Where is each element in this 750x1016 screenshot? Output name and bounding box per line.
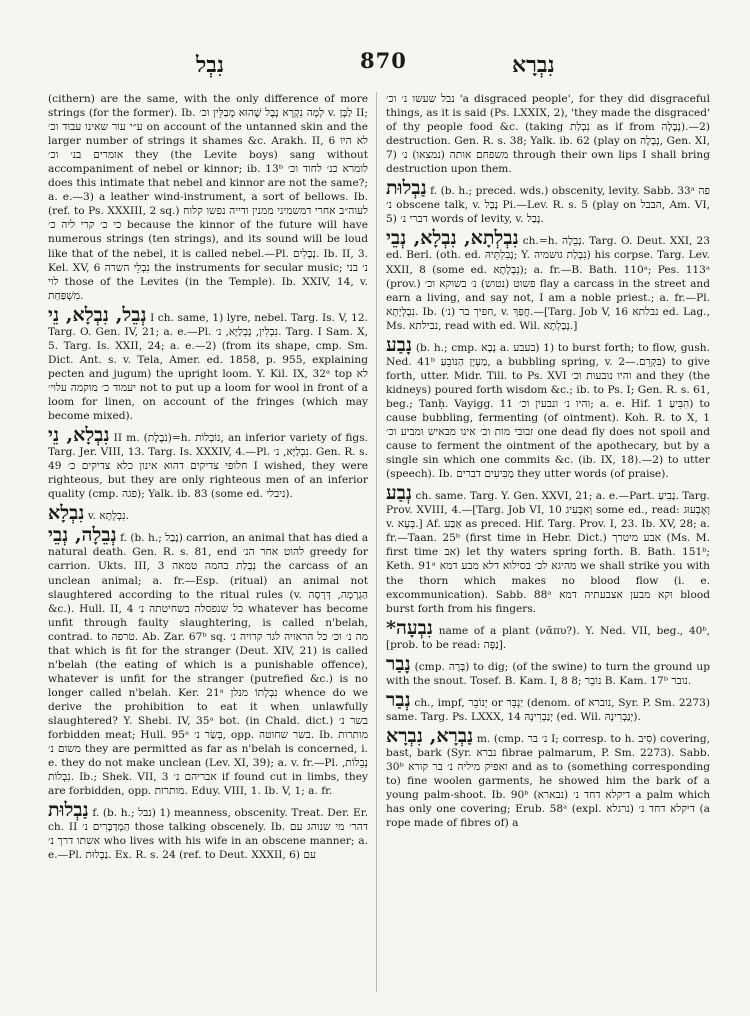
entry-text: f. (b. h.; נבל) 1) meanness, obscenity. Treat. Der. Er. ch. II הַמְדַבְּרִים נ׳ those talking obscenely. Ib. דהר׳ מי שנוהג עם אשתו דרך נ׳ who lives with his wife in an obscene manner; a. e.—Pl. נַבְלוּת. Ex. R. s. 24 (ref. to Deut. XXXII, 6) עם [48, 807, 368, 862]
entry-text: ch., impf, יְנוֹבֵר or יַנְבֵּר (denom. of נוברא, Syr. P. Sm. 2273) same. Targ. Ps. LXXX, 14 יְנַבְרִינָהּ (ed. Wil. יְנַבְרִינָהּ). [386, 696, 710, 723]
entry-text: (cithern) are the same, with the only difference of more strings (for the former). Ib. לְמָה נִקְרָא נֶבֶל שֶׁהוּא מְבַלֵּין וכ׳ v. לַבָּן II; ע״י עור שאינו עבוד וכ׳ on account of the untanned skin and the larger number of strings it shames &c. Arakh. II, 6 לא היו אומרים בנ׳ וכ׳ they (the Levite boys) sang without accompaniment of nebel or kinnor; ib. 13ᵇ לומרא כנ׳ לחוד וכ׳ does this intimate that nebel and kinnor are not the same?; a. e.—3) a leather wind-instrument, a sort of bellows. Ib. (ref. to Ps. XXXIII, 2 sq.) לעוה״ב אחרי דמשמיני ממנין ודייה נפשו קלוח כי כ׳ קרי ליה כ׳ because the kinnor of the future will have numerous strings (ten strings), and its sound will be loud like that of the nebel, it is called nebel.—Pl. נְבָלִים. Ib. II, 3. Kel. XV, 6 נִבְלֵי השרה the instruments for secular music; נ׳ בני לוי those of the Levites (in the Temple). Ib. XXIV, 14, v. מִשְׁפַּחַת. [48, 93, 368, 302]
dictionary-entry [48, 525, 368, 798]
entry-text: m. (cmp. נ׳ בר I; corresp. to h. סִיב) covering, bast, bark (Syr. נברא fibrae palmarum, P. Sm. 2273). Sabb. 30ᵇ ואפיק מיליה נ׳ בר קורא and as to (something corresponding to) fine woolen garments, he showed him the bark of a young palm-shoot. Ib. 90ᵇ דיקלא דחד נ׳ (נבארא) a palm which has only one covering; Erub. 58ᵃ (expl. נרגלא) דיקלא דחד נ׳ (a rope made of fibres of) a [386, 732, 710, 830]
guide-word-left: נִבְל [196, 52, 225, 78]
entry-headword: נִבְלָא [48, 502, 85, 525]
dictionary-entry [386, 92, 710, 176]
dictionary-entry [386, 335, 710, 481]
dictionary-entry [386, 654, 710, 688]
dictionary-entry [48, 305, 368, 423]
entry-text: ch. same. Targ. Y. Gen. XXVI, 21; a. e.—Part. נָבִיעַ. Targ. Prov. XVIII, 4.—[Targ. Job VI, 10 וְאִבְּעִיג some ed., read: וְאֶבְעוּג v. בְּעָא.] Af. אַבַּע as preced. Hif. Targ. Prov. I, 23. Ib. XV, 28; a. fr.—Taan. 25ᵇ (first time in Hebr. Dict.) אבע מיטרך (Ms. M. first time אב) let thy waters spring forth. B. Bath. 151ᵇ; Keth. 91ᵃ מהיגא לכ׳ בסילוא דלא מבע דמא we shall strike you with the thorn which makes no blood flow (i. e. excommunication). Sabb. 88ᵃ וקא מבען אצבעתיה דמא blood burst forth from his fingers. [386, 490, 710, 615]
dictionary-entry [386, 726, 710, 830]
left-column [48, 92, 368, 1000]
dictionary-entry [386, 228, 710, 332]
entry-headword: נַבְלוּת [48, 799, 89, 822]
entry-text: v. נִבְלְתָא. [87, 510, 129, 523]
entry-text: f. (b. h.; נָבַל) carrion, an animal that has died a natural death. Gen. R. s. 81, end להוט אחר הנ׳ greedy for carrion. Ukts. III, 3 נִבְלַת בהמה טמאה the carcass of an unclean animal; a. fr.—Esp. (ritual) an animal not slaughtered according to the ritual rules (v. הַגְרָמָה, דְּרָסָה &c.). Hull. II, 4 כל שנפסלה בשחיטתה נ׳ whatever has become unfit through faulty slaughtering, is called n'belah, contrad. to טרפה. Ab. Zar. 67ᵇ sq. מה נ׳ וכ׳ כל הראויה לגר קרויה נ׳ that which is fit for the stranger (Deut. XIV, 21) is called n'belah (the eating of which is a punishable offence), whatever is unfit for the stranger (putrefied &c.) is no longer called n'belah. Ker. 21ᵃ נִבְלָתוֹ מנלן whence do we derive the prohibition to eat it when unlawfully slaughtered? Y. Shebi. IV, 35ᵃ bot. (in Chald. dict.) בשר נ׳ forbidden meat; Hull. 95ᵃ בְּשַׂר נ׳, opp. בשר שחוטה. Ib. מותרות משום נ׳ they are permitted as far as n'belah is concerned, i. e. they do not make unclean (Lev. XI, 39); a. v. fr.—Pl. נְבֵלוֹת, נִבְלוֹת. Ib.; Shek. VII, 3 אבריהם נ׳ if found cut in limbs, they are forbidden, opp. מותרות. Eduy. VIII, 1. Ib. V, 1; a. fr. [48, 532, 368, 798]
entry-text: f. (b. h.; preced. wds.) obscenity, levity. Sabb. 33ᵃ פה נ׳ obscene talk, v. נָבַל Pi.—Lev. R. s. 5 (play on הבבל, Am. VI, 5) דברי נ׳ words of levity, v. נָבַל. [386, 185, 710, 226]
entry-headword: נָבַר [386, 652, 411, 675]
entry-headword: נַבְרָא, נִבְרָא [386, 724, 474, 747]
entry-headword: נְבַר [386, 688, 411, 711]
dictionary-entry [48, 800, 368, 862]
entry-headword: נְבֵל, נִבְלָא, נֵי [48, 303, 147, 326]
dictionary-entry [48, 92, 368, 303]
entry-text: נבל שעשו נ׳ וכ׳ 'a disgraced people', for they did disgraceful things, as it is said (Ps. LXXIX, 2), 'they made the disgraced' of thy people food &c. (taking נִבְלַת as if from נְבָלָה).—2) destruction. Gen. R. s. 38; Yalk. ib. 62 (play on נְבָלָה, Gen. XI, 7) משפחם אותה (נמצאו) נ׳ through their own lips I shall bring destruction upon them. [386, 93, 710, 176]
entry-text: II m. (נֹבֶלֶת)=h. נוֹבְלוֹת, an inferior variety of figs. Targ. Jer. VIII, 13. Targ. Is. XXXIV, 4.—Pl. נִבְלַיָּא, נ׳. Gen. R. s. 49 חלופי צדיקים דהוא אינון כלא צדיקים כ׳ I wished, they were righteous, but they are only righteous men of an inferior quality (cmp. פגה); Yalk. ib. 83 (some ed. ניבלי). [48, 432, 368, 501]
entry-headword: נְבֵלָה, נְבֵי [48, 524, 117, 547]
column-divider [376, 92, 377, 992]
page-header [0, 48, 750, 88]
right-column [386, 92, 710, 1000]
dictionary-entry [386, 618, 710, 652]
entry-text: (cmp. בְּרָה) to dig; (of the swine) to turn the ground up with the snout. Tosef. B. Kam. I, 8 נוֹבֵר ;8 B. Kam. 17ᵇ נובר. [386, 660, 710, 687]
entry-text: ch.=h. נְבֵלָה. Targ. O. Deut. XXI, 23 ed. Berl. (oth. ed. נְבִלְתֵּיהּ; Y. נִבְלַת גושמיה) his corpse. Targ. Lev. XXII, 8 (some ed. נִבְלָתָא); a. fr.—B. Bath. 110ᵃ; Pes. 113ᵃ (prov.) פשוט (נטוש) נ׳ בשוקא וכ׳ flay a carcass in the street and earn a living, and say not, I am a noble priest.; a. fr.—Pl. נִבְלְיָתָא. Ib. (נ׳) חפיך בר, v. חֲפַךְ.—[Targ. Job V, 16 נבלתא ed. Lag., Ms. נבילתא, read with ed. Wil. נְבָלְתָא.] [386, 235, 710, 332]
dictionary-entry [386, 178, 710, 226]
entry-text: I ch. same, 1) lyre, nebel. Targ. Is. V, 12. Targ. O. Gen. IV, 21; a. e.—Pl. נִבְלִין, נְבְלַיָּא, נ׳. Targ. I Sam. X, 5. Targ. Is. XXII, 24; a. e.—2) (from its shape, cmp. Sm. Dict. Ant. s. v. Tela, Amer. ed. 1858, p. 955, explaining pecten and jugum) the upright loom. Y. Kil. IX, 32ᵃ top לא יעמוד כ׳ מוקמה עלוי׳ not to put up a loom for wool in front of a loom for linen, on account of the fringes (which may become mixed). [48, 311, 368, 423]
entry-headword: נָבַע [386, 333, 413, 356]
dictionary-entry [48, 425, 368, 501]
entry-headword: נַבְלוּת [386, 177, 427, 200]
entry-headword: נִבְלְתָא, נִבְלָא, נְבֵי [386, 227, 519, 250]
entry-headword: *נִבְעָה [386, 616, 433, 639]
page-number: 870 [360, 48, 407, 73]
dictionary-entry [48, 503, 368, 523]
entry-text: (b. h.; cmp. נְבָא a. בעבע) 1) to burst forth; to flow, gush. Ned. 41ᵇ מַעְיָן הַנּוֹבֵעַ, a bubbling spring, v. בִּקְרֵם.—2) to give forth, utter. Midr. Till. to Ps. XVI והיו נובעות וכ׳ and they (the kidneys) poured forth wisdom &c.; ib. to Ps. I; Gen. R. s. 61, beg.; Tanḥ. Vayigg. 11 והיו נ׳ ונבעין וכ׳; a. e. Hif. הִבִּיעַ 1) to cause bubbling, fermenting (of ointment). Koh. R. to X, 1 זבובי מות וכ׳ אינו מבאיש ומביע וכ׳ one dead fly does not spoil and cause to ferment the ointment of the apothecary, but by a single sin which one commits &c. (ib. IX, 18).—2) to utter (speech). Ib. מַבִּיעִים דברים they utter words (of praise). [386, 341, 710, 481]
entry-headword: נִבְלָא, נֵי [48, 424, 110, 447]
entry-headword: נְבַע [386, 482, 413, 505]
guide-word-right: נִבְרָא [512, 52, 555, 78]
dictionary-entry [386, 690, 710, 724]
dictionary-entry [386, 483, 710, 615]
entry-text: name of a plant (νᾶπυ?). Y. Ned. VII, beg., 40ᵇ, [prob. to be read: נַפְּה]. [386, 624, 710, 651]
